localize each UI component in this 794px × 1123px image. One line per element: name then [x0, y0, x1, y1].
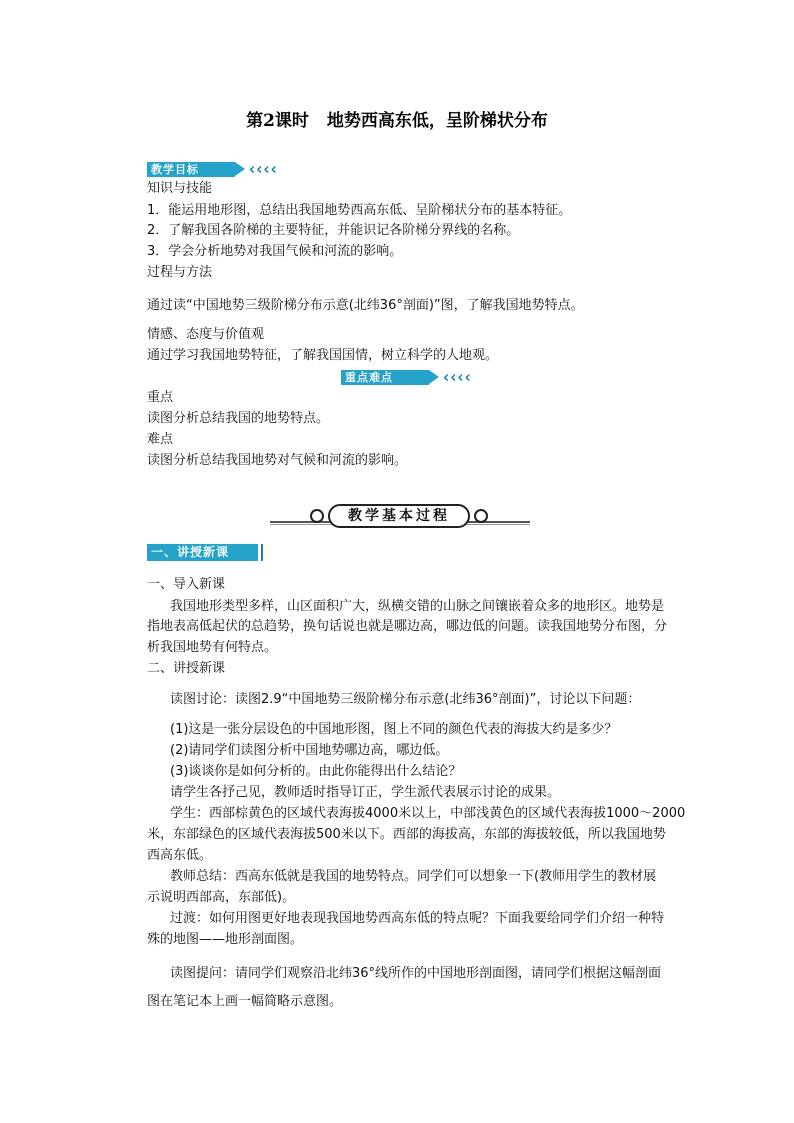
paragraph-summary-2: 示说明西部高，东部低)。: [147, 890, 296, 905]
lesson-number: 第2课时: [246, 111, 309, 131]
paragraph-summary-1: 教师总结：西高东低就是我国的地势特点。同学们可以想象一下(教师用学生的教材展: [170, 869, 657, 884]
objective-2: 2．了解我国各阶梯的主要特征，并能识记各阶梯分界线的名称。: [147, 223, 520, 238]
paragraph-intro-2: 指地表高低起伏的总趋势，换句话说也就是哪边高，哪边低的问题。读我国地势分布图，分: [147, 619, 668, 634]
sub-heading-teach: 二、讲授新课: [147, 661, 226, 676]
paragraph-students: 请学生各抒己见，教师适时指导订正，学生派代表展示讨论的成果。: [170, 785, 561, 800]
paragraph-discuss: 读图讨论：读图2.9“中国地势三级阶梯分布示意(北纬36°剖面)”，讨论以下问题：: [170, 692, 641, 707]
objective-4: 通过读“中国地势三级阶梯分布示意(北纬36°剖面)”图，了解我国地势特点。: [147, 298, 584, 313]
heading-knowledge: 知识与技能: [147, 181, 213, 196]
paragraph-transition-1: 过渡：如何用图更好地表现我国地势西高东低的特点呢？下面我要给同学们介绍一种特: [170, 911, 665, 926]
objective-3: 3．学会分析地势对我国气候和河流的影响。: [147, 244, 403, 259]
paragraph-transition-2: 殊的地图——地形剖面图。: [147, 932, 304, 947]
objectives-tag: [147, 158, 278, 180]
keypoint-1: 读图分析总结我国的地势特点。: [147, 411, 330, 426]
paragraph-answer-1: 学生：西部棕黄色的区域代表海拔4000米以上，中部浅黄色的区域代表海拔1000～2000: [170, 806, 686, 821]
question-1: (1)这是一张分层设色的中国地形图，图上不同的颜色代表的海拔大约是多少？: [170, 722, 618, 737]
page-title: [0, 106, 794, 131]
objectives-tag-label: 教学目标: [147, 162, 235, 177]
paragraph-question-2: 图在笔记本上画一幅简略示意图。: [147, 994, 343, 1009]
heading-difficult: 难点: [147, 432, 174, 447]
paragraph-answer-3: 西高东低。: [147, 848, 213, 863]
heading-key: 重点: [147, 390, 174, 405]
chevron-left-icon: ‹ ‹ ‹ ‹: [249, 158, 277, 180]
sub-heading-intro: 一、导入新课: [147, 577, 226, 592]
section-header: 一、讲授新课: [147, 544, 258, 561]
banner-label: 教学基本过程: [328, 504, 470, 528]
question-3: (3)谈谈你是如何分析的。由此你能得出什么结论？: [170, 764, 462, 779]
keypoints-tag: [341, 366, 472, 388]
objective-5: 通过学习我国地势特征，了解我国国情，树立科学的人地观。: [147, 348, 499, 363]
question-2: (2)请同学们读图分析中国地势哪边高，哪边低。: [170, 743, 449, 758]
objective-1: 1．能运用地形图，总结出我国地势西高东低、呈阶梯状分布的基本特征。: [147, 203, 572, 218]
lesson-topic: 地势西高东低，呈阶梯状分布: [326, 111, 548, 131]
chevron-left-icon: ‹ ‹ ‹ ‹: [443, 366, 471, 388]
paragraph-answer-2: 米，东部绿色的区域代表海拔500米以下。西部的海拔高，东部的海拔较低，所以我国地势: [147, 827, 666, 842]
keypoint-2: 读图分析总结我国地势对气候和河流的影响。: [147, 453, 408, 468]
heading-process: 过程与方法: [147, 265, 213, 280]
keypoints-tag-label: 重点难点: [341, 370, 429, 385]
paragraph-intro-3: 析我国地势有何特点。: [147, 640, 278, 655]
paragraph-intro-1: 我国地形类型多样，山区面积广大，纵横交错的山脉之间镶嵌着众多的地形区。地势是: [170, 599, 665, 614]
paragraph-question-1: 读图提问：请同学们观察沿北纬36°线所作的中国地形剖面图，请同学们根据这幅剖面: [170, 966, 662, 981]
process-banner: [270, 503, 530, 529]
heading-attitude: 情感、态度与价值观: [147, 327, 265, 342]
